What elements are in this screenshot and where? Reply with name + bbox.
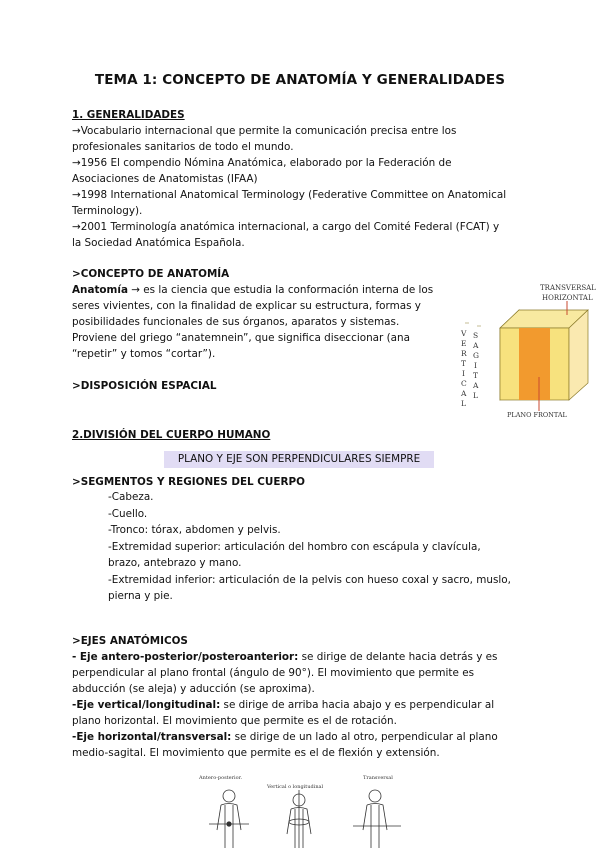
ejes-heading: >EJES ANATÓMICOS [72, 635, 188, 647]
axis-label-ap: Antero-posterior. [199, 775, 243, 781]
concepto-line: posibilidades funcionales de sus órganos, aparatos y sistemas. [72, 316, 400, 328]
concepto-heading: >CONCEPTO DE ANATOMÍA [72, 268, 230, 280]
eje-v-term: -Eje vertical/longitudinal: [72, 699, 221, 711]
eje-ap-rest: se dirige de delante hacia detrás y es [298, 651, 498, 663]
anatomia-term: Anatomía [72, 284, 128, 296]
eje-ap-line [72, 649, 542, 665]
eje-ap-line: perpendicular al plano frontal (ángulo de 90°). El movimiento que permite es [72, 667, 475, 679]
anatomical-planes-figure [455, 283, 600, 423]
svg-text:E: E [461, 339, 467, 348]
svg-text:T: T [473, 371, 479, 380]
list-item: -Cabeza. [108, 491, 154, 503]
svg-text:A: A [473, 381, 479, 390]
svg-text:T: T [461, 359, 467, 368]
division-heading: 2.DIVISIÓN DEL CUERPO HUMANO [72, 429, 271, 441]
label-vertical [460, 329, 467, 408]
body-figure-ap [209, 790, 249, 848]
list-item: pierna y pie. [108, 590, 173, 602]
svg-text:V: V [461, 329, 467, 338]
segmentos-heading: >SEGMENTOS Y REGIONES DEL CUERPO [72, 476, 305, 488]
section-concepto [72, 266, 452, 362]
generalidades-line: →2001 Terminología anatómica internacional, a cargo del Comité Federal (FCAT) y [72, 221, 500, 233]
generalidades-line: →1998 International Anatomical Terminology (Federative Committee on Anatomical [72, 189, 507, 201]
svg-text:R: R [461, 349, 467, 358]
svg-text:C: C [461, 379, 467, 388]
list-item: -Cuello. [108, 507, 148, 520]
generalidades-line: la Sociedad Anatómica Española. [72, 237, 245, 249]
generalidades-line: →1956 El compendio Nómina Anatómica, elaborado por la Federación de [72, 157, 452, 169]
axis-label-vertical: Vertical o longitudinal [267, 784, 324, 790]
body-figure-transversal [353, 790, 401, 848]
eje-h-line: medio-sagital. El movimiento que permite es el de flexión y extensión. [72, 747, 440, 759]
generalidades-line: Asociaciones de Anatomistas (IFAA) [72, 173, 258, 185]
concepto-line: seres vivientes, con la finalidad de explicar su estructura, formas y [72, 300, 421, 312]
concepto-line [72, 282, 452, 298]
list-item: brazo, antebrazo y mano. [108, 557, 242, 569]
generalidades-heading: 1. GENERALIDADES [72, 109, 185, 121]
concepto-line-rest: → es la ciencia que estudia la conformación interna de los [127, 284, 434, 296]
list-item: -Tronco: tórax, abdomen y pelvis. [108, 524, 281, 536]
concepto-line: Proviene del griego “anatemnein”, que significa diseccionar (ana [72, 332, 410, 344]
orange-plane [519, 328, 550, 400]
eje-ap-line: abducción (se aleja) y aducción (se aproxima). [72, 683, 315, 695]
label-horizontal: HORIZONTAL [542, 294, 593, 302]
eje-v-line [72, 697, 542, 713]
axis-label-transversal: Transversal [363, 775, 393, 781]
body-figure-vertical [287, 790, 311, 848]
highlight-perpendicular: PLANO Y EJE SON PERPENDICULARES SIEMPRE [164, 451, 434, 468]
list-item: -Extremidad superior: articulación del hombro con escápula y clavícula, [108, 540, 481, 553]
generalidades-line: profesionales sanitarios de todo el mundo. [72, 141, 294, 153]
svg-text:A: A [461, 389, 467, 398]
eje-h-line [72, 729, 542, 745]
eje-v-rest: se dirige de arriba hacia abajo y es perpendicular al [220, 699, 495, 711]
eje-h-term: -Eje horizontal/transversal: [72, 731, 232, 743]
generalidades-line: Terminology). [72, 205, 143, 217]
eje-h-rest: se dirige de un lado al otro, perpendicular al plano [231, 731, 498, 743]
eje-v-line: plano horizontal. El movimiento que permite es el de rotación. [72, 715, 397, 727]
segmentos-list [108, 489, 511, 605]
section-generalidades [72, 107, 506, 251]
generalidades-line: →Vocabulario internacional que permite la comunicación precisa entre los [72, 125, 457, 137]
label-transversal: TRANSVERSAL [540, 284, 596, 292]
svg-text:A: A [473, 341, 479, 350]
concepto-line: “repetir” y tomos “cortar”). [72, 348, 216, 360]
svg-text:G: G [473, 351, 479, 360]
svg-text:L: L [461, 399, 466, 408]
eje-ap-term: - Eje antero-posterior/posteroanterior: [72, 651, 299, 663]
anatomical-axes-figure [195, 772, 420, 848]
label-sagital [472, 331, 479, 400]
section-ejes [72, 633, 542, 761]
disposicion-heading: >DISPOSICIÓN ESPACIAL [72, 380, 217, 392]
list-item: -Extremidad inferior: articulación de la pelvis con hueso coxal y sacro, muslo, [108, 573, 511, 586]
page-title: TEMA 1: CONCEPTO DE ANATOMÍA Y GENERALIDADES [94, 72, 506, 88]
svg-text:S: S [473, 331, 479, 340]
label-frontal: PLANO FRONTAL [507, 411, 567, 419]
svg-text:I: I [462, 369, 465, 378]
svg-text:I: I [474, 361, 477, 370]
svg-text:L: L [473, 391, 478, 400]
